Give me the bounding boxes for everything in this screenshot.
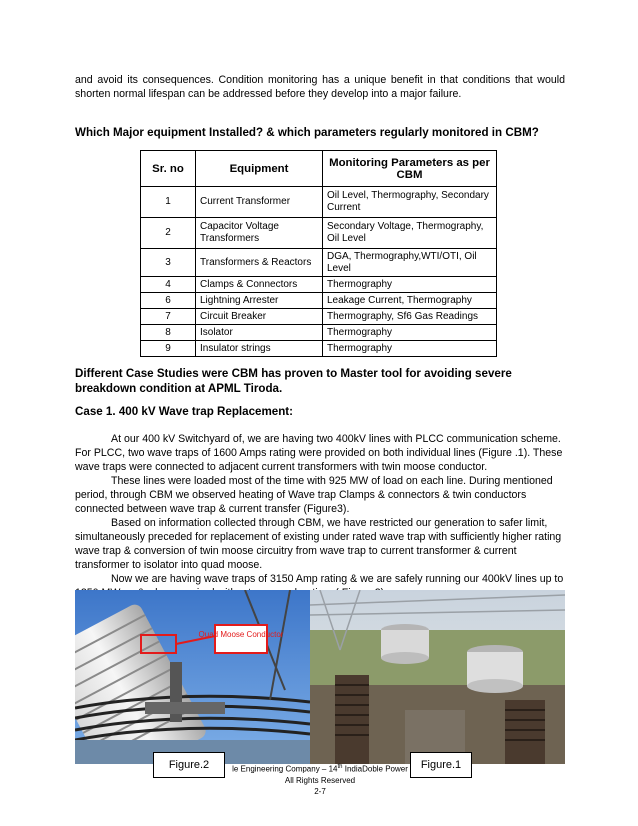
figure-2-photo [75, 590, 310, 764]
cell-equipment: Transformers & Reactors [196, 249, 323, 277]
cell-sr: 1 [141, 187, 196, 218]
case-studies-heading: Different Case Studies were CBM has proven to Master tool for avoiding severe breakdown condition at APML Tiroda. [75, 367, 512, 395]
callout-quad-moose-label [199, 630, 284, 639]
cell-sr: 6 [141, 293, 196, 309]
footer-company-text-2: IndiaDoble Power [342, 764, 408, 774]
footer-ordinal: th [337, 764, 343, 770]
cell-sr: 2 [141, 218, 196, 249]
figure-1-photo [310, 590, 565, 764]
case1-body [75, 432, 565, 600]
table-row [141, 325, 497, 341]
table-row [141, 187, 497, 218]
callout-quad-moose-text: Quad Moose Conductor [198, 630, 284, 639]
table-row [141, 341, 497, 357]
cell-params: Thermography [323, 277, 497, 293]
wave-trap-photo [310, 590, 565, 764]
cell-equipment: Lightning Arrester [196, 293, 323, 309]
header-sr-no: Sr. no [141, 151, 196, 187]
case1-paragraph: Now we are having wave traps of 3150 Amp rating & we are safely running our 400kV lines up to [111, 573, 564, 585]
case1-heading: Case 1. 400 kV Wave trap Replacement: [75, 405, 294, 418]
cell-equipment: Circuit Breaker [196, 309, 323, 325]
case1-paragraph: At our 400 kV Switchyard of, we are having two 400kV lines with PLCC communication scheme. For PLCC, two wave traps of 1600 Amps rating were provided on both individual lines (Figure .1). These wave traps were connected to adjacent current transformers with twin moose conductor. [75, 433, 563, 473]
cell-params: Oil Level, Thermography, Secondary Current [323, 187, 497, 218]
figure-2-label: Figure.2 [153, 752, 225, 778]
footer-line-1 [150, 762, 490, 775]
cell-params: DGA, Thermography,WTI/OTI, Oil Level [323, 249, 497, 277]
cell-equipment: Clamps & Connectors [196, 277, 323, 293]
cell-equipment: Capacitor Voltage Transformers [196, 218, 323, 249]
cell-equipment: Isolator [196, 325, 323, 341]
cell-params: Thermography [323, 325, 497, 341]
table-header-row [141, 151, 497, 187]
footer-page-number: 2-7 [314, 787, 326, 796]
cell-sr: 3 [141, 249, 196, 277]
cell-sr: 9 [141, 341, 196, 357]
table-row [141, 218, 497, 249]
table-row [141, 277, 497, 293]
footer-rights: All Rights Reserved [284, 776, 356, 785]
cell-equipment: Insulator strings [196, 341, 323, 357]
case1-paragraph: Based on information collected through CBM, we have restricted our generation to safer limit, simultaneously preceded for replacement of existing under rated wave trap with sufficiently higher rating wave trap & conversion of twin moose circuitry from wave trap to current transformer & current transformer to isolator into quad moose. [75, 517, 562, 571]
cell-sr: 7 [141, 309, 196, 325]
cell-params: Thermography [323, 341, 497, 357]
case1-paragraph: These lines were loaded most of the time with 925 MW of load on each line. During mentioned period, through CBM we observed heating of Wave trap Clamps & connectors & twin conductors connected between wave trap & current transfer (Figure3). [75, 475, 553, 515]
intro-paragraph: and avoid its consequences. Condition monitoring has a unique benefit in that conditions that would shorten normal lifespan can be addressed before they develop into a major failure. [75, 74, 565, 100]
section-heading: Which Major equipment Installed? & which parameters regularly monitored in CBM? [75, 126, 539, 139]
cell-params: Secondary Voltage, Thermography, Oil Level [323, 218, 497, 249]
cell-equipment: Current Transformer [196, 187, 323, 218]
header-monitoring-parameters: Monitoring Parameters as per CBM [323, 151, 497, 187]
quad-moose-photo [75, 590, 310, 764]
equipment-table [140, 150, 497, 357]
cell-params: Leakage Current, Thermography [323, 293, 497, 309]
cell-sr: 8 [141, 325, 196, 341]
cell-params: Thermography, Sf6 Gas Readings [323, 309, 497, 325]
table-row [141, 249, 497, 277]
table-row [141, 309, 497, 325]
cell-sr: 4 [141, 277, 196, 293]
header-equipment: Equipment [196, 151, 323, 187]
table-row [141, 293, 497, 309]
footer-company-text: le Engineering Company – 14 [232, 764, 338, 774]
figure-1-label: Figure.1 [410, 752, 472, 778]
